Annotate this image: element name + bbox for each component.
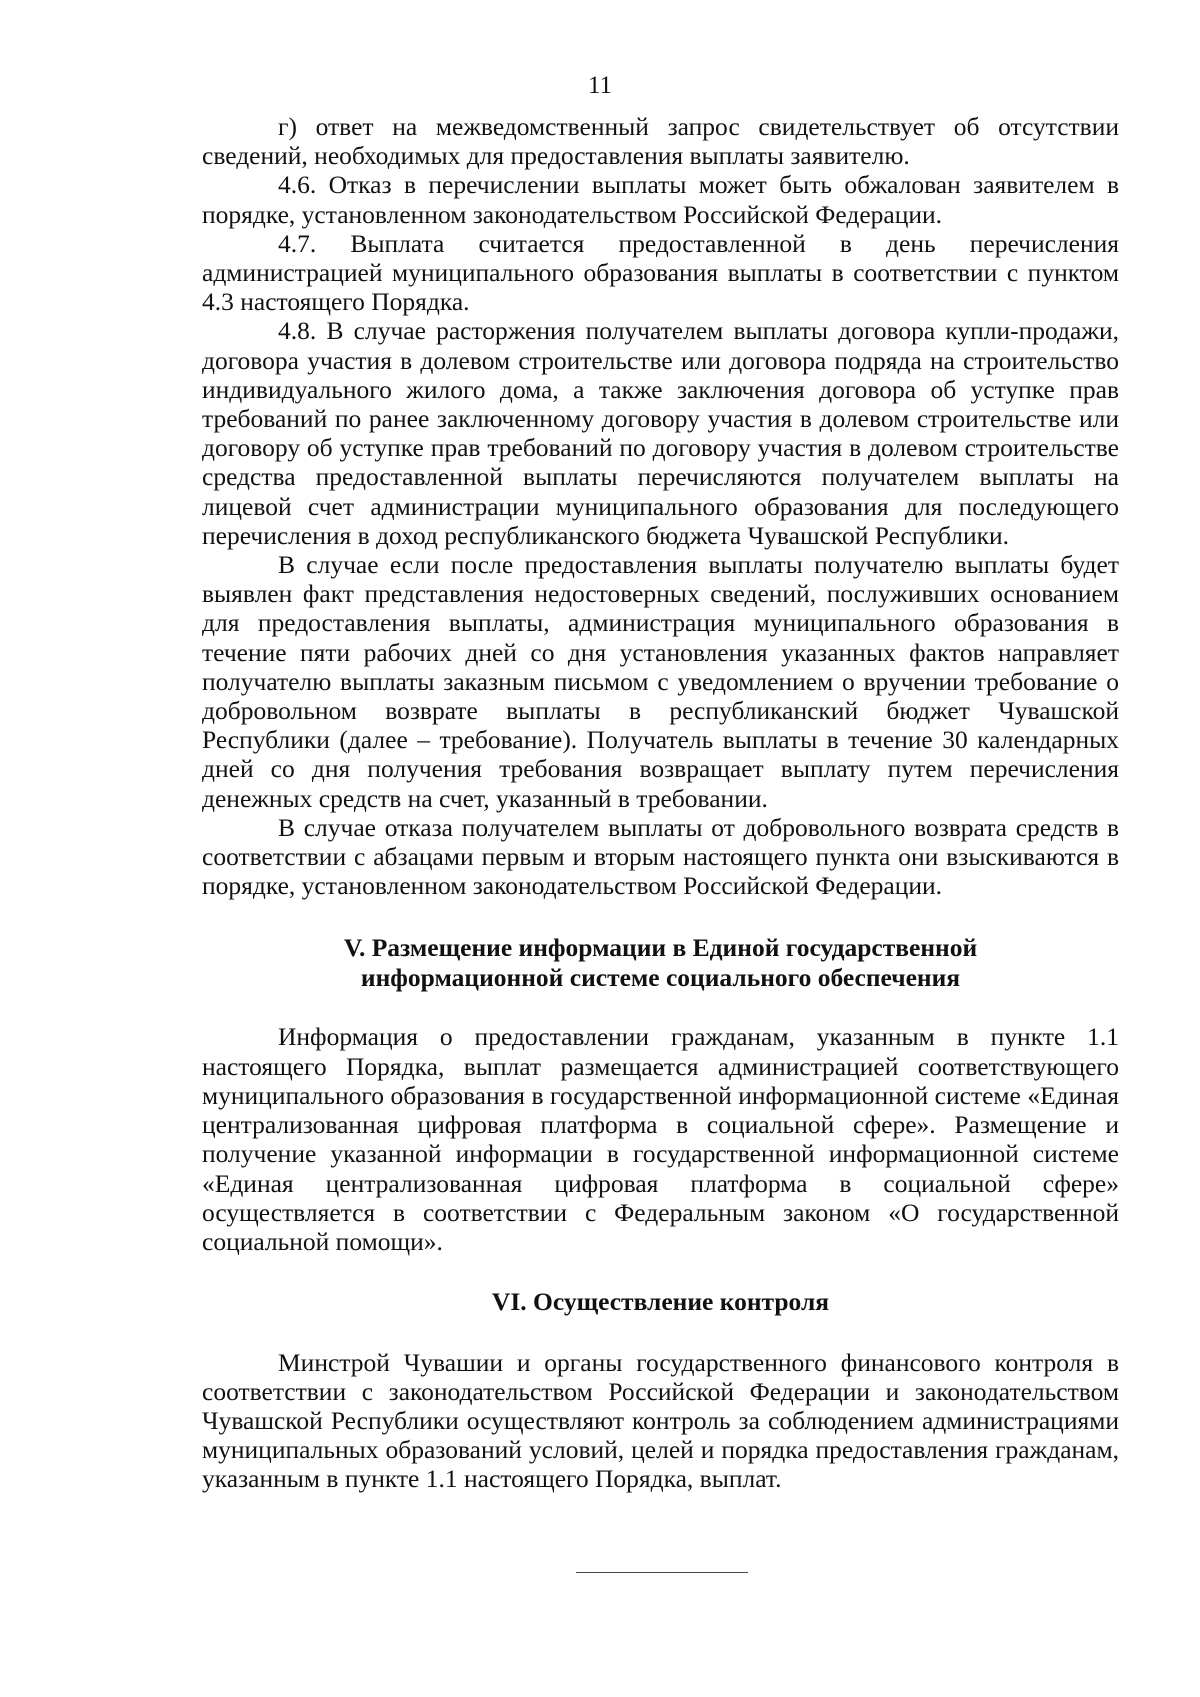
section-5-title-line-2: информационной системе социального обеспечения xyxy=(360,962,961,992)
spacer xyxy=(202,1256,1119,1287)
paragraph-4-7: 4.7. Выплата считается предоставленной в день перечисления администрацией муниципального образования выплаты в соответствии с пунктом 4.3 настоящего Порядка. xyxy=(202,228,1119,317)
page-number: 11 xyxy=(587,72,613,99)
section-6-title: VI. Осуществление контроля xyxy=(491,1287,830,1317)
paragraph-subitem-g: г) ответ на межведомственный запрос свидетельствует об отсутствии сведений, необходимых для предоставления выплаты заявителю. xyxy=(202,112,1119,171)
paragraph-4-6: 4.6. Отказ в перечислении выплаты может быть обжалован заявителем в порядке, установленном законодательством Российской Федерации. xyxy=(202,170,1119,229)
spacer xyxy=(202,900,1119,933)
document-body xyxy=(202,112,1119,1494)
section-5-title-line-1: V. Размещение информации в Единой государственной xyxy=(343,933,978,963)
spacer xyxy=(202,992,1119,1022)
end-of-document-rule xyxy=(576,1572,748,1573)
paragraph-false-info-return: В случае если после предоставления выплаты получателю выплаты будет выявлен факт представления недостоверных сведений, послуживших основанием для предоставления выплаты, администрация муниципального образования в течение пяти рабочих дней со дня установления указанных фактов направляет получателю выплаты заказным письмом с уведомлением о вручении требование о добровольном возврате выплаты в республиканский бюджет Чувашской Республики (далее – требование). Получатель выплаты в течение 30 календарных дней со дня получения требования возвращает выплату путем перечисления денежных средств на счет, указанный в требовании. xyxy=(202,550,1119,813)
section-6-text: Минстрой Чувашии и органы государственного финансового контроля в соответствии с законодательством Российской Федерации и законодательством Чувашской Республики осуществляют контроль за соблюдением администрациями муниципальных образований условий, целей и порядка предоставления гражданам, указанным в пункте 1.1 настоящего Порядка, выплат. xyxy=(202,1347,1119,1494)
paragraph-4-8: 4.8. В случае расторжения получателем выплаты договора купли-продажи, договора участия в долевом строительстве или договора подряда на строительство индивидуального жилого дома, а также заключения договора об уступке прав требований по ранее заключенному договору участия в долевом строительстве или договору об уступке прав требований по договору участия в долевом строительстве средства предоставленной выплаты перечисляются получателем выплаты на лицевой счет администрации муниципального образования для последующего перечисления в доход республиканского бюджета Чувашской Республики. xyxy=(202,316,1119,550)
spacer xyxy=(202,1317,1119,1348)
section-5-text: Информация о предоставлении гражданам, указанным в пункте 1.1 настоящего Порядка, выплат размещается администрацией соответствующего муниципального образования в государственной информационной системе «Единая централизованная цифровая платформа в социальной сфере». Размещение и получение указанной информации в государственной информационной системе «Единая централизованная цифровая платформа в социальной сфере» осуществляется в соответствии с Федеральным законом «О государственной социальной помощи». xyxy=(202,1022,1119,1256)
paragraph-refusal-return: В случае отказа получателем выплаты от добровольного возврата средств в соответствии с абзацами первым и вторым настоящего пункта они взыскиваются в порядке, установленном законодательством Российской Федерации. xyxy=(202,812,1119,901)
